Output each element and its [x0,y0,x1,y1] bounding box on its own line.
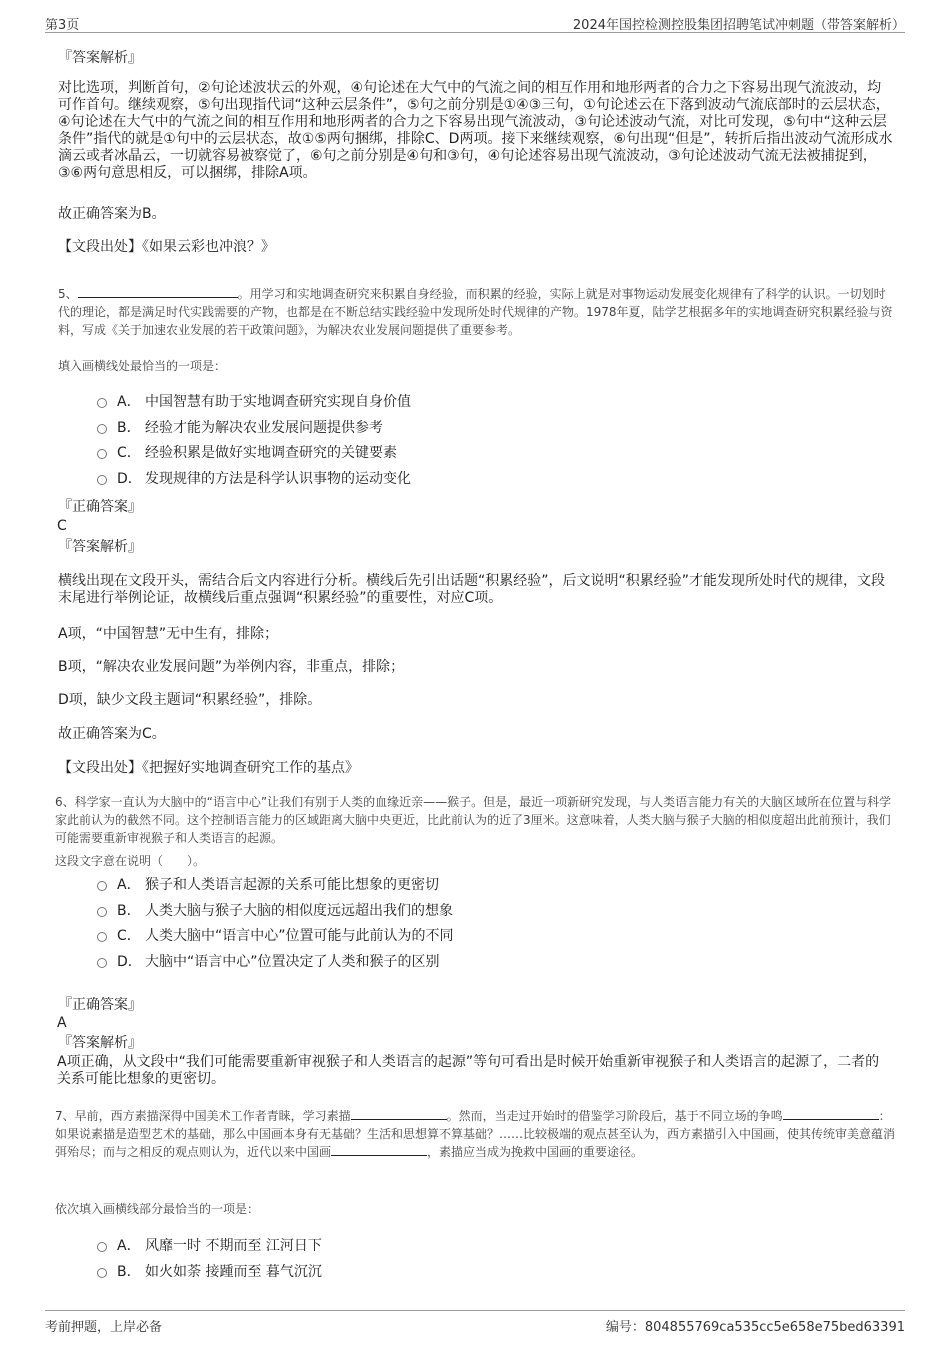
q5-option-b[interactable]: B． 经验才能为解决农业发展问题提供参考 [97,418,383,438]
q6-option-c[interactable]: C． 人类大脑中“语言中心”位置可能与此前认为的不同 [97,926,454,946]
q6-stem: 6、科学家一直认为大脑中的“语言中心”让我们有别于人类的血缘近亲——猴子。但是，最近一项新研究发现，与人类语言能力有关的大脑区域所在位置与科学家此前认为的截然不同。这个控制语言能力的区域距离大脑中央更近，比此前认为的近了3厘米。这意味着，人类大脑与猴子大脑的相似度超出此前预计，我们可能需要重新审视猴子和人类语言的起源。 [55,795,892,845]
q7-blank-3 [331,1143,427,1156]
q5-stem-text: 。用学习和实地调查研究来积累自身经验，而积累的经验，实际上就是对事物运动发展变化规律有了科学的认识。一切划时代的理论，都是满足时代实践需要的产物，也都是在不断总结实践经验中发现所处时代规律的产物。1978年夏，陆学艺根据多年的实地调查研究积累经验与资料，写成《关于加速农业发展的若干政策问题》，为解决农业发展问题提供了重要参考。 [58,287,893,337]
q5-source: 【文段出处】《把握好实地调查研究工作的基点》 [58,760,359,776]
radio-icon[interactable] [97,907,107,917]
q5-blank [78,285,238,298]
radio-icon[interactable] [97,932,107,942]
q6-option-a[interactable]: A． 猴子和人类语言起源的关系可能比想象的更密切 [97,875,439,895]
q5-conclusion: 故正确答案为C。 [58,726,166,742]
radio-icon[interactable] [97,475,107,485]
q7-prompt: 依次填入画横线部分最恰当的一项是： [55,1202,260,1216]
q5-answer-label: 『正确答案』 [58,499,142,515]
q5-option-d[interactable]: D． 发现规律的方法是科学认识事物的运动变化 [97,469,411,489]
document-serial: 编号：804855769ca535cc5e658e75bed63391 [605,1320,905,1335]
radio-icon[interactable] [97,449,107,459]
radio-icon[interactable] [97,958,107,968]
page-footer [45,1310,905,1333]
radio-icon[interactable] [97,1268,107,1278]
q6-analysis-label: 『答案解析』 [58,1035,142,1051]
q5-analysis-a: A项，“中国智慧”无中生有，排除； [58,626,279,642]
q6-answer-label: 『正确答案』 [58,997,142,1013]
q5-analysis-label: 『答案解析』 [58,539,142,555]
q6-analysis: A项正确，从文段中“我们可能需要重新审视猴子和人类语言的起源”等句可看出是时候开始重新审视猴子和人类语言的起源了，二者的关系可能比想象的更密切。 [57,1054,880,1087]
q5-option-c[interactable]: C． 经验积累是做好实地调查研究的关键要素 [97,443,397,463]
q4-analysis-label: 『答案解析』 [58,50,142,66]
q4-analysis-text: 对比选项，判断首句，②句论述波状云的外观，④句论述在大气中的气流之间的相互作用和地形两者的合力之下容易出现气流波动，均可作首句。继续观察，⑤句出现指代词“这种云层条件”，⑤句之前分别是①④③三句，①句论述云在下落到波动气流底部时的云层状态，④句论述在大气中的气流之间的相互作用和地形两者的合力之下容易出现气流波动，③句论述波动气流，对比可发现，⑤句中“这种云层条件”指代的就是①句中的云层状态，故①⑤两句捆绑，排除C、D两项。接下来继续观察，⑥句出现“但是”，转折后指出波动气流形成水滴云或者冰晶云，一切就容易被察觉了，⑥句之前分别是④句和③句，④句论述容易出现气流波动，③句论述波动气流无法被捕捉到，③⑥两句意思相反，可以捆绑，排除A项。 [58,80,893,181]
q4-source: 【文段出处】《如果云彩也冲浪？》 [58,239,275,255]
q7-option-b[interactable]: B． 如火如荼 接踵而至 暮气沉沉 [97,1262,322,1282]
q7-option-a[interactable]: A． 风靡一时 不期而至 江河日下 [97,1236,322,1256]
radio-icon[interactable] [97,1242,107,1252]
q6-option-b[interactable]: B． 人类大脑与猴子大脑的相似度远远超出我们的想象 [97,901,453,921]
document-title: 2024年国控检测控股集团招聘笔试冲刺题（带答案解析） [572,18,905,33]
page-header [45,10,905,33]
q5-prompt: 填入画横线处最恰当的一项是： [58,359,227,373]
q5-option-a[interactable]: A． 中国智慧有助于实地调查研究实现自身价值 [97,392,411,412]
page-number: 第3页 [45,18,80,33]
q5-answer: C [57,518,67,534]
radio-icon[interactable] [97,881,107,891]
q7-blank-2 [783,1107,879,1120]
q5-analysis-main: 横线出现在文段开头，需结合后文内容进行分析。横线后先引出话题“积累经验”，后文说明“积累经验”才能发现所处时代的规律，文段末尾进行举例论证，故横线后重点强调“积累经验”的重要性，对应C项。 [58,573,886,606]
radio-icon[interactable] [97,398,107,408]
q5-analysis-b: B项，“解决农业发展问题”为举例内容，非重点，排除； [58,659,405,675]
q5-analysis-d: D项，缺少文段主题词“积累经验”，排除。 [58,692,322,708]
footer-slogan: 考前押题，上岸必备 [45,1320,163,1335]
q4-conclusion: 故正确答案为B。 [58,206,166,222]
q6-prompt: 这段文字意在说明（ ）。 [55,854,206,868]
q6-answer: A [57,1015,67,1031]
q5-number: 5、 [58,287,78,301]
q7-blank-1 [351,1107,447,1120]
q7-stem: 7、早前，西方素描深得中国美术工作者青睐，学习素描 。然而，当走过开始时的借鉴学习阶段后，基于不同立场的争鸣 ：如果说素描是造型艺术的基础，那么中国画本身有无基础？生活和思想算不算基础？……比较极端的观点甚至认为，西方素描引入中国画，使其传统审美意蕴消弭殆尽；而与之相反的观点则认为，近代以来中国画 ，素描应当成为挽救中国画的重要途径。 [55,1109,896,1159]
q5-stem [58,285,893,339]
radio-icon[interactable] [97,424,107,434]
q6-option-d[interactable]: D． 大脑中“语言中心”位置决定了人类和猴子的区别 [97,952,440,972]
